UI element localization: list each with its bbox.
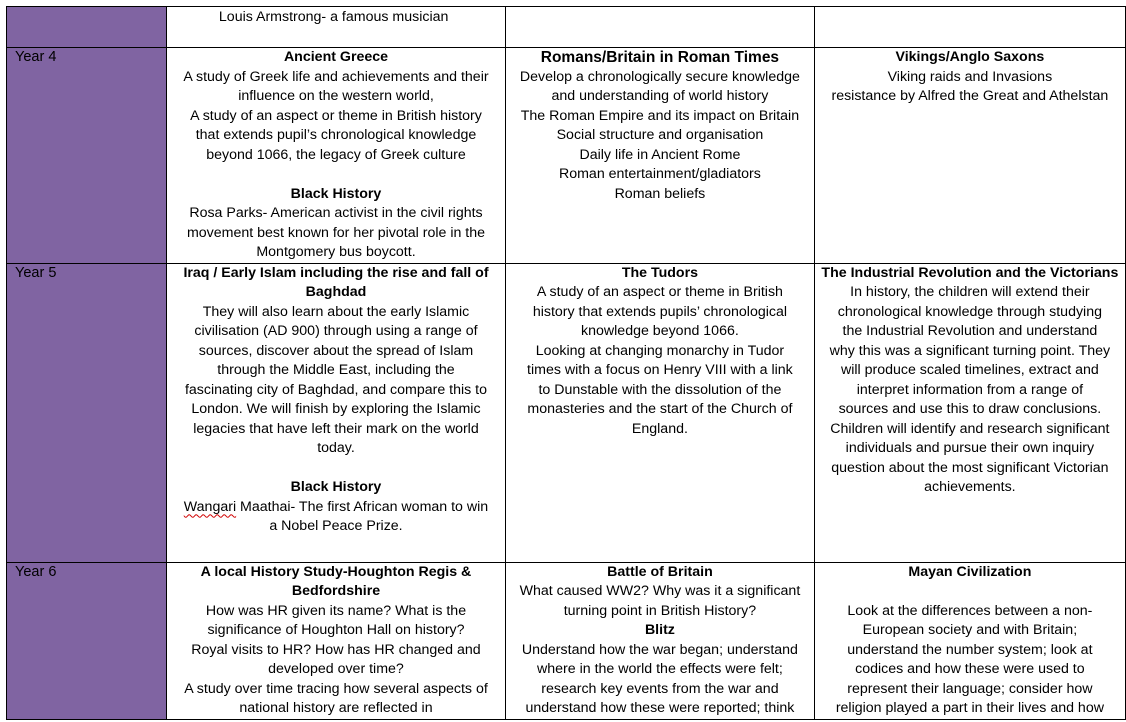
cell-content	[815, 264, 1125, 498]
text-line: Develop a chronologically secure knowledge	[519, 68, 800, 85]
topic-subtitle: Blitz	[644, 622, 675, 638]
text-line: knowledge beyond 1066.	[581, 323, 739, 339]
topic-title: Ancient Greece	[283, 49, 389, 65]
topic-cell	[814, 263, 1125, 562]
text-line: individuals and pursue their own inquiry	[845, 440, 1095, 456]
topic-cell	[506, 48, 815, 264]
topic-subtitle: Black History	[290, 185, 382, 202]
year-cell	[7, 562, 167, 719]
text-line: understand how these were reported; think	[525, 700, 795, 716]
text-line: times with a focus on Henry VIII with a link	[527, 362, 793, 378]
text-line: Royal visits to HR? How has HR changed and	[191, 641, 481, 658]
text-line: They will also learn about the early Islamic	[202, 303, 470, 320]
text-line: the Industrial Revolution and understand	[842, 323, 1098, 339]
topic-cell	[506, 562, 815, 719]
text-line: legacies that have left their mark on the world	[193, 420, 479, 437]
text-line: movement best known for her pivotal role in the	[186, 224, 486, 241]
spacer	[173, 165, 499, 185]
topic-cell	[166, 7, 505, 48]
text-line: developed over time?	[268, 661, 404, 677]
text-line: turning point in British History?	[563, 602, 757, 619]
year-cell	[7, 48, 167, 264]
topic-cell	[814, 562, 1125, 719]
text-line: beyond 1066, the legacy of Greek culture	[206, 146, 466, 163]
topic-cell	[814, 48, 1125, 264]
text-line: why this was a significant turning point. They	[829, 342, 1111, 359]
topic-cell	[166, 263, 505, 562]
text-line: to Dunstable with the dissolution of the	[538, 381, 782, 398]
text-line: monasteries and the start of the Church of	[527, 401, 793, 417]
text-line: resistance by Alfred the Great and Athelstan	[831, 88, 1109, 104]
text-line: chronological knowledge through studying	[837, 303, 1102, 320]
text-line: A study of Greek life and achievements and their	[183, 68, 489, 85]
topic-title-line: A local History Study-Houghton Regis &	[200, 563, 472, 580]
topic-title: Romans/Britain in Roman Times	[540, 49, 780, 66]
topic-cell	[506, 263, 815, 562]
topic-title: The Industrial Revolution and the Victorians	[821, 264, 1119, 281]
text-line: that extends pupil’s chronological knowledge	[195, 127, 477, 143]
cell-content	[167, 48, 505, 263]
text-line: a Nobel Peace Prize.	[269, 518, 403, 534]
topic-subtitle: Black History	[290, 479, 382, 495]
text-line: influence on the western world,	[238, 88, 434, 104]
topic-cell	[166, 562, 505, 719]
text-line: sources, discover about the spread of Islam	[198, 342, 474, 359]
year-cell	[7, 263, 167, 562]
cell-content	[167, 8, 505, 28]
cell-content	[506, 48, 814, 204]
text-line: Rosa Parks- American activist in the civil rights	[189, 205, 483, 221]
topic-title: Mayan Civilization	[908, 563, 1032, 580]
cell-content	[506, 264, 814, 440]
text-line: sources and use this to draw conclusions.	[838, 401, 1102, 417]
spacer	[173, 459, 499, 479]
text-line: interpret information from a range of	[856, 381, 1084, 398]
cell-content	[167, 563, 505, 719]
cell-content	[815, 48, 1125, 107]
text-line: European society and with Britain;	[862, 622, 1078, 638]
cell-content	[815, 563, 1125, 719]
topic-title: Battle of Britain	[607, 563, 713, 580]
table-row	[7, 562, 1126, 719]
topic-title-line: Iraq / Early Islam including the rise and fall of	[183, 264, 489, 281]
text-line: civilisation (AD 900) through using a range of	[194, 323, 478, 339]
text-line	[173, 498, 499, 518]
text-line: fascinating city of Baghdad, and compare this to	[184, 381, 488, 398]
text-line: and understanding of world history	[551, 88, 769, 104]
cell-content	[506, 563, 814, 719]
topic-title-line: Bedfordshire	[291, 583, 381, 599]
text-line: Look at the differences between a non-	[847, 602, 1093, 619]
text-line: today.	[317, 440, 355, 456]
text-line: Roman entertainment/gladiators	[558, 166, 761, 182]
text-line: A study of an aspect or theme in British	[536, 284, 783, 300]
text-line: What caused WW2? Why was it a significant	[519, 583, 801, 599]
text-line: understand the number system; look at	[847, 641, 1093, 658]
text-line: A study over time tracing how several aspects of	[184, 680, 488, 697]
year-label: Year 5	[15, 264, 57, 281]
text-line: history that extends pupils’ chronological	[532, 303, 788, 320]
text-line: national history are reflected in	[239, 700, 433, 716]
text-line: Looking at changing monarchy in Tudor	[535, 342, 785, 359]
text-line: religion played a part in their lives and how	[835, 700, 1104, 716]
text-line: Understand how the war began; understand	[521, 641, 798, 658]
topic-cell	[166, 48, 505, 264]
year-label: Year 4	[15, 49, 57, 65]
table-row	[7, 263, 1126, 562]
text-line: will produce scaled timelines, extract and	[840, 362, 1099, 378]
text-line: Montgomery bus boycott.	[256, 244, 416, 260]
text-line: through the Middle East, including the	[217, 362, 455, 378]
text-line: where in the world the effects were felt;	[537, 661, 783, 677]
text-line: A study of an aspect or theme in British history	[190, 107, 482, 124]
table-row	[7, 48, 1126, 264]
text-line: London. We will finish by exploring the Islamic	[191, 401, 481, 417]
spacer	[821, 582, 1119, 602]
text-line: Daily life in Ancient Rome	[579, 146, 741, 163]
text-fragment: Maathai- The first African woman to win	[236, 498, 489, 515]
topic-cell	[506, 7, 815, 48]
text-line: question about the most significant Victorian	[831, 459, 1109, 476]
text-line: Social structure and organisation	[556, 127, 764, 143]
text-line: Louis Armstrong- a famous musician	[218, 9, 449, 25]
topic-cell	[814, 7, 1125, 48]
text-line: Viking raids and Invasions	[887, 68, 1053, 85]
topic-title: Vikings/Anglo Saxons	[895, 49, 1045, 65]
text-line: research key events from the war and	[541, 680, 779, 697]
text-line: significance of Houghton Hall on history?	[207, 622, 465, 638]
topic-title-line: Baghdad	[305, 284, 367, 300]
table-row	[7, 7, 1126, 48]
cell-content	[167, 264, 505, 537]
text-line: How was HR given its name? What is the	[205, 602, 467, 619]
text-line: Children will identify and research significant	[830, 420, 1110, 437]
text-line: represent their language; consider how	[847, 680, 1093, 697]
spelling-flagged-word: Wangari	[183, 498, 237, 515]
text-line: In history, the children will extend their	[850, 284, 1090, 300]
text-line: England.	[631, 420, 688, 437]
text-line: Roman beliefs	[614, 185, 706, 202]
year-cell	[7, 7, 167, 48]
history-curriculum-table	[6, 6, 1126, 720]
topic-title: The Tudors	[621, 264, 699, 281]
year-label: Year 6	[15, 563, 57, 580]
text-line: achievements.	[924, 479, 1016, 495]
text-line: The Roman Empire and its impact on Britain	[520, 107, 800, 124]
text-line: codices and how these were used to	[855, 661, 1085, 677]
